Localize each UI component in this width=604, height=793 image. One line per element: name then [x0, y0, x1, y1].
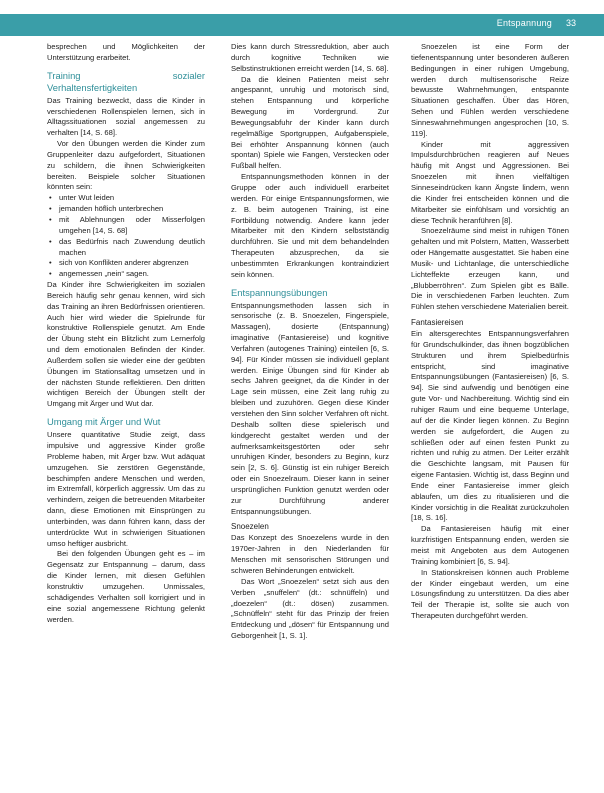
paragraph: Das Training bezweckt, dass die Kinder in verschiedenen Rollenspielen lernen, sich in Alltagssituationen sozial angemessen zu verhalten [14, S. 68]. [47, 95, 205, 138]
paragraph: Snoezelen ist eine Form der tiefenentspannung unter besonderen äußeren Bedingungen in einer ruhigen Umgebung, werden durch multisensorische Reize bewusste Wahrnehmungen, entspannte Situationen geschaffen. Über das Hören, Sehen und Fühlen werden verschiedene Sinneswahrnehmungen angesprochen [10, S. 119]. [411, 42, 569, 138]
paragraph: Vor den Übungen werden die Kinder zum Gruppenleiter dazu aufgefordert, Situationen zu schildern, die ihnen Schwierigkeiten bereiten. Beispiele solcher Situationen könnten sein: [47, 139, 205, 192]
paragraph: Unsere quantitative Studie zeigt, dass impulsive und aggressive Kinder große Probleme haben, mit Ärger bzw. Wut adäquat umzugehen. Sie zerstören Gegenstände, beschimpfen andere Menschen und werden, im Extremfall, körperlich aggressiv. Um das zu verhindern, zeigen die betreuenden Mitarbeiter dann, diese Emotionen mit Einsprüngen zu unterbinden, was dann führen kann, dass der unterdrückte Wut in schwierigen Situationen umso heftiger ausbricht. [47, 430, 205, 548]
running-header-title: Entspannung [496, 18, 552, 28]
paragraph: besprechen und Möglichkeiten der Unterstützung erarbeitet. [47, 42, 205, 62]
list-item: • das Bedürfnis nach Zuwendung deutlich machen [47, 237, 205, 259]
text-column-middle [231, 42, 389, 642]
text-column-left [47, 42, 205, 625]
paragraph: Entspannungsmethoden können in der Gruppe oder auch individuell erarbeitet werden. Für einige Entspannungsformen, wie z. B. beim autogenen Training, ist eine Fortbildung notwendig. Andere kann jeder Mitarbeiter mit den Kindern selbstständig durchführen. Sie und mit dem behandelnden Therapeuten abzusprechen, da sie unbestimmten Erkrankungen kontraindiziert sein können. [231, 172, 389, 279]
page-header-bar [0, 14, 604, 36]
paragraph: Da Fantasiereisen häufig mit einer kurzfristigen Entspannung enden, werden sie meist mit Angeboten aus dem Autogenen Training kombiniert [6, S. 94]. [411, 524, 569, 566]
paragraph: Snoezelräume sind meist in ruhigen Tönen gehalten und mit Polstern, Matten, Wasserbett oder Hängematte ausgestattet. Sie haben eine Musik- und Lichtanlage, die unterschiedliche Lichteffekte erzeugen kann, und „Blubberröhren“. Zum Spielen gibt es Bälle. Die in verschiedenen Farben leuchten. Zum Fühlen stehen verschiedene Materialien bereit. [411, 226, 569, 312]
section-heading: Umgang mit Ärger und Wut [47, 416, 161, 428]
paragraph: Kinder mit aggressiven Impulsdurchbrüchen reagieren auf Neues häufig mit Angst und Aggressionen. Bei Snoezelen mit ihnen vielfältigen Sinneseindrücken kann Ängste lindern, wenn die Kinder frei entscheiden können und die Mitarbeiter sie einfühlsam und vorsichtig an diese Technik heranführen [8]. [411, 139, 569, 225]
paragraph: Das Wort „Snoezelen“ setzt sich aus den Verben „snuffelen“ (dt.: schnüffeln) und „doezelen“ (dt.: dösen) zusammen. „Schnüffeln“ steht für das Prinzip der freien Entdeckung und „dösen“ für Entspannung und Geborgenheit [1, S. 1]. [231, 576, 389, 641]
paragraph: Da Kinder ihre Schwierigkeiten im sozialen Bereich häufig sehr genau kennen, wird sich das Training an ihren Bedürfnissen orientieren. Auch hier wird wieder die Spielrunde für konstruktive Rollenspiele genutzt. Am Ende der Übung steht ein Blitzlicht zum Lernerfolg und dem emotionalen Befinden der Kinder. Außerdem sollen sie wieder eine der geübten Übungen im Stationsalltag umsetzen und in der nächsten Stunde reflektieren. Den dritten wichtigen Bereich der Übungen stellt der Umgang mit Ärger und Wut dar. [47, 280, 205, 409]
paragraph: Bei den folgenden Übungen geht es – im Gegensatz zur Entspannung – darum, dass die Kinder lernen, mit diesen Gefühlen konstruktiv umzugehen. Unmissales, schädigendes Verhalten soll korrigiert und in eine sozial angemessene Richtung gelenkt werden. [47, 549, 205, 624]
bullet-list [47, 193, 205, 280]
section-heading: Entspannungsübungen [231, 286, 328, 298]
paragraph: Da die kleinen Patienten meist sehr angespannt, unruhig und motorisch sind, stehen Entspannung und körperliche Bewegung im Vordergrund. Zur Bewegungsabfuhr der Kinder kann durch regelmäßige Sportgruppen, Aufgabenspiele, Bei erhöhter Anspannung können (auch spontan) Spiele wie Fangen, Verstecken oder Fußball helfen. [231, 74, 389, 171]
list-item: • mit Ablehnungen oder Misserfolgen umgehen [14, S. 68] [47, 215, 205, 237]
page-number: 33 [565, 18, 576, 28]
list-item: • angemessen „nein“ sagen. [47, 269, 205, 280]
section-heading: Training sozialer Verhaltensfertigkeiten [47, 69, 205, 93]
subsection-heading: Fantasiereisen [411, 318, 464, 328]
text-column-right [411, 42, 569, 622]
paragraph: In Stationskreisen können auch Probleme der Kinder eingebaut werden, um eine Lösungsfindung zu unterstützen. Da dies aber Teil der Therapie ist, sollte sie auch von Therapeuten durchgeführt werden. [411, 567, 569, 621]
list-item: • sich von Konflikten anderer abgrenzen [47, 258, 205, 269]
paragraph: Dies kann durch Stressreduktion, aber auch durch kognitive Techniken wie Selbstinstruktionen erreicht werden [14, S. 68]. [231, 42, 389, 73]
paragraph: Entspannungsmethoden lassen sich in sensorische (z. B. Snoezelen, Fingerspiele, Massagen), dosierte (Entspannung) imaginative (Fantasiereise) und kognitive Verfahren (autogenes Training) einteilen [6, S. 94]. Für Kinder müssen sie individuell geplant werden. Einige Übungen sind für Kinder ab sechs Jahren geeignet, da die Kinder in der Lage sein müssen, eine Zeit lang ruhig zu bleiben und zuzuhören. Gegen diese Kinder verstehen den Sinn solcher Verfahren oft nicht. Deshalb sollten diese spielerisch und kindgerecht gestaltet werden und der aufmerksamkeitsgestörten oder sehr unruhigen Kinder, besonders zu Beginn, kurz sein [2, S. 6]. Günstig ist ein ruhiger Bereich oder ein Snoezelraum. Dieser kann in seiner ursprünglichen Funktion genutzt werden oder zur Durchführung anderer Entspannungsübungen. [231, 300, 389, 516]
list-item: • jemanden höflich unterbrechen [47, 204, 205, 215]
paragraph: Ein altersgerechtes Entspannungsverfahren für Grundschulkinder, das ihnen bogzüblichen Strukturen und ihrem Spielbedürfnis entspricht, sind imaginative Entspannungsübungen (Fantasiereisen) [6, S. 94]. Sie sind aufwendig und benötigen eine gute Vor- und Nachbereitung. Wichtig sind ein ruhiger Raum und eine bequeme Unterlage, auf der die Kinder liegen können. Zu Beginn werden sie aufgefordert, die Augen zu schließen oder auf einen festen Punkt zu richten und ruhig zu atmen. Der Leiter erzählt die Geschichte langsam, mit Pausen für eigene Fantasien. Wichtig ist, dass Beginn und Ende einer Fantasiereise immer gleich ablaufen, um dies zu ritualisieren und die Kinder vorsichtig in die Realität zurückzuholen [18, S. 16]. [411, 329, 569, 523]
subsection-heading: Snoezelen [231, 522, 269, 532]
paragraph: Das Konzept des Snoezelens wurde in den 1970er-Jahren in den Niederlanden für Menschen mit sensorischen Störungen und schweren Behinderungen entwickelt. [231, 533, 389, 575]
list-item: • unter Wut leiden [47, 193, 205, 204]
